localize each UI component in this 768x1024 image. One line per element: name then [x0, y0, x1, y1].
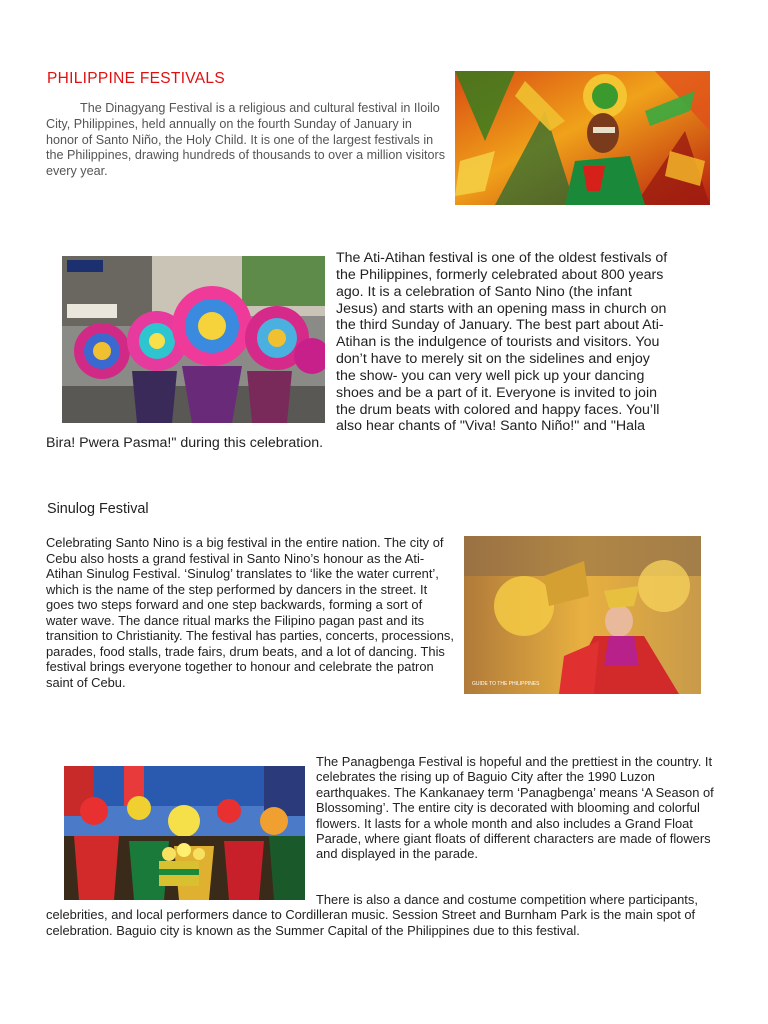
- ati-atihan-line: shoes and be a part of it. Everyone is invited to join: [336, 385, 657, 401]
- panagbenga-paragraph-1: The Panagbenga Festival is hopeful and the prettiest in the country. It celebrates the rising up of Baguio City after the 1990 Luzon earthquakes. The Kankanaey term ‘Panagbenga’ means ‘A Season of Blossoming’. The entire city is decorated with blooming and colorful flowers. It lasts for a whole month and also includes a Grand Float Parade, where giant floats of different characters are made of flowers and displayed in the parade.: [316, 754, 714, 862]
- ati-atihan-line: the drum beats with colored and happy faces. You’ll: [336, 402, 660, 418]
- sinulog-paragraph: Celebrating Santo Nino is a big festival in the entire nation. The city of Cebu also hosts a grand festival in Santo Nino’s honour as the Ati-Atihan Sinulog Festival. ‘Sinulog’ translates to ‘like the water current’, which is the name of the step performed by dancers in the street. It goes two steps forward and one step backwards, forming a sort of water wave. The dance ritual marks the Filipino pagan past and its transition to Christianity. The festival has parties, concerts, processions, parades, food stalls, trade fairs, drum beats, and a lot of dancing. This festival brings everyone together to honour and celebrate the patron saint of Cebu.: [46, 535, 454, 690]
- sinulog-heading: Sinulog Festival: [47, 501, 149, 517]
- ati-atihan-line: Atihan is the indulgence of tourists and visitors. You: [336, 334, 660, 350]
- ati-atihan-line: also hear chants of "Viva! Santo Niño!" and "Hala: [336, 418, 646, 434]
- ati-atihan-line: Bira! Pwera Pasma!" during this celebration.: [46, 435, 324, 451]
- sinulog-photo-watermark: GUIDE TO THE PHILIPPINES: [472, 681, 540, 687]
- ati-atihan-line: don’t have to merely sit on the sidelines and enjoy: [336, 351, 650, 367]
- ati-atihan-line: the Philippines, formerly celebrated about 800 years: [336, 267, 664, 283]
- ati-atihan-line: The Ati-Atihan festival is one of the oldest festivals of: [336, 250, 668, 266]
- panagbenga-festival-photo: [64, 766, 305, 900]
- ati-atihan-line: the show- you can very well pick up your dancing: [336, 368, 645, 384]
- sinulog-festival-photo: [464, 536, 701, 694]
- ati-atihan-line: the third Sunday of January. The best part about Ati-: [336, 317, 664, 333]
- dinagyang-paragraph: The Dinagyang Festival is a religious and cultural festival in Iloilo City, Philippines, held annually on the fourth Sunday of January in honor of Santo Niño, the Holy Child. It is one of the largest festivals in the Philippines, drawing hundreds of thousands to over a million visitors every year.: [46, 101, 446, 179]
- ati-atihan-paragraph: [0, 0, 768, 460]
- ati-atihan-line: ago. It is a celebration of Santo Nino (the infant: [336, 284, 632, 300]
- ati-atihan-line: Jesus) and starts with an opening mass in church on: [336, 301, 667, 317]
- panagbenga-paragraph-2: There is also a dance and costume competition where participants, celebrities, and local performers dance to Cordilleran music. Session Street and Burnham Park is the main spot of celebration. Baguio city is known as the Summer Capital of the Philippines due to this festival.: [46, 892, 698, 938]
- page-title: PHILIPPINE FESTIVALS: [47, 70, 225, 87]
